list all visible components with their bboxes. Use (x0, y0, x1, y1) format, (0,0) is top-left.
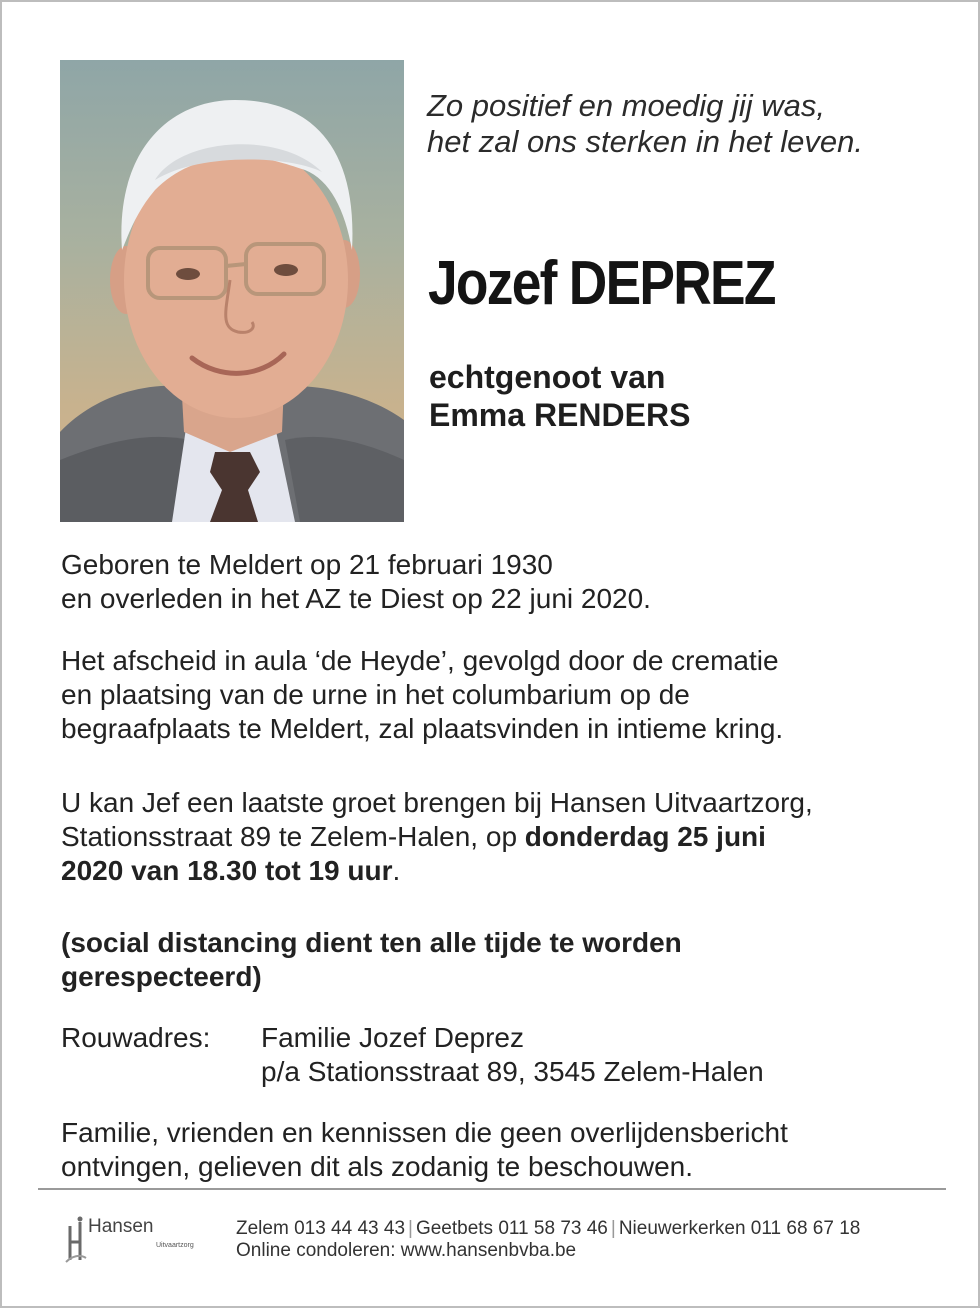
death-line: en overleden in het AZ te Diest op 22 juni 2020. (61, 583, 651, 614)
birth-line: Geboren te Meldert op 21 februari 1930 (61, 549, 553, 580)
office-nieuwerkerken: Nieuwerkerken 011 68 67 18 (618, 1218, 861, 1239)
hansen-logo (64, 1212, 204, 1266)
logo-sub-text: Uitvaartzorg (156, 1242, 194, 1249)
visit-time: 2020 van 18.30 tot 19 uur (61, 855, 393, 886)
office-phones (236, 1218, 860, 1240)
farewell-line: begraafplaats te Meldert, zal plaatsvinden in intieme kring. (61, 713, 784, 744)
visit-line (61, 820, 941, 854)
online-condolences[interactable]: Online condoleren: www.hansenbvba.be (236, 1240, 577, 1261)
notice-line: ontvingen, gelieven dit als zodanig te beschouwen. (61, 1151, 693, 1182)
address-line: p/a Stationsstraat 89, 3545 Zelem-Halen (261, 1056, 764, 1087)
spouse-block (429, 358, 690, 434)
farewell-line: en plaatsing van de urne in het columbarium op de (61, 679, 690, 710)
address-line: Familie Jozef Deprez (261, 1022, 524, 1053)
visit-line: U kan Jef een laatste groet brengen bij Hansen Uitvaartzorg, (61, 787, 813, 818)
footer-divider (38, 1188, 946, 1190)
mourning-address-lines (261, 1021, 764, 1089)
notice-line: Familie, vrienden en kennissen die geen overlijdensbericht (61, 1117, 788, 1148)
office-geetbets: Geetbets 011 58 73 46 (415, 1218, 608, 1239)
separator: | (610, 1218, 616, 1239)
relation-label: echtgenoot van (429, 359, 666, 395)
distancing-line: gerespecteerd) (61, 961, 262, 992)
deceased-name: Jozef DEPREZ (428, 249, 775, 318)
portrait-illustration (60, 60, 404, 522)
office-zelem: Zelem 013 44 43 43 (236, 1218, 406, 1239)
visit-address-text: Stationsstraat 89 te Zelem-Halen, op (61, 821, 525, 852)
portrait-photo (60, 60, 404, 522)
logo-brand-text: Hansen (88, 1216, 154, 1237)
mourning-address-label: Rouwadres: (61, 1022, 211, 1053)
quote-line-2: het zal ons sterken in het leven. (427, 124, 863, 159)
distancing-notice (61, 926, 941, 994)
memorial-quote (427, 88, 947, 160)
farewell-line: Het afscheid in aula ‘de Heyde’, gevolgd door de crematie (61, 645, 779, 676)
visit-line (61, 854, 941, 888)
birth-death-paragraph (61, 548, 941, 616)
hansen-logo-icon (64, 1212, 88, 1266)
footer-contact (236, 1218, 860, 1262)
quote-line-1: Zo positief en moedig jij was, (427, 88, 826, 123)
farewell-paragraph (61, 644, 941, 746)
separator: | (408, 1218, 413, 1239)
visit-date: donderdag 25 juni (524, 821, 766, 852)
visit-paragraph (61, 786, 941, 888)
visit-period: . (392, 855, 401, 886)
closing-notice (61, 1116, 941, 1184)
distancing-line: (social distancing dient ten alle tijde te worden (61, 927, 682, 958)
spouse-name: Emma RENDERS (429, 397, 691, 433)
